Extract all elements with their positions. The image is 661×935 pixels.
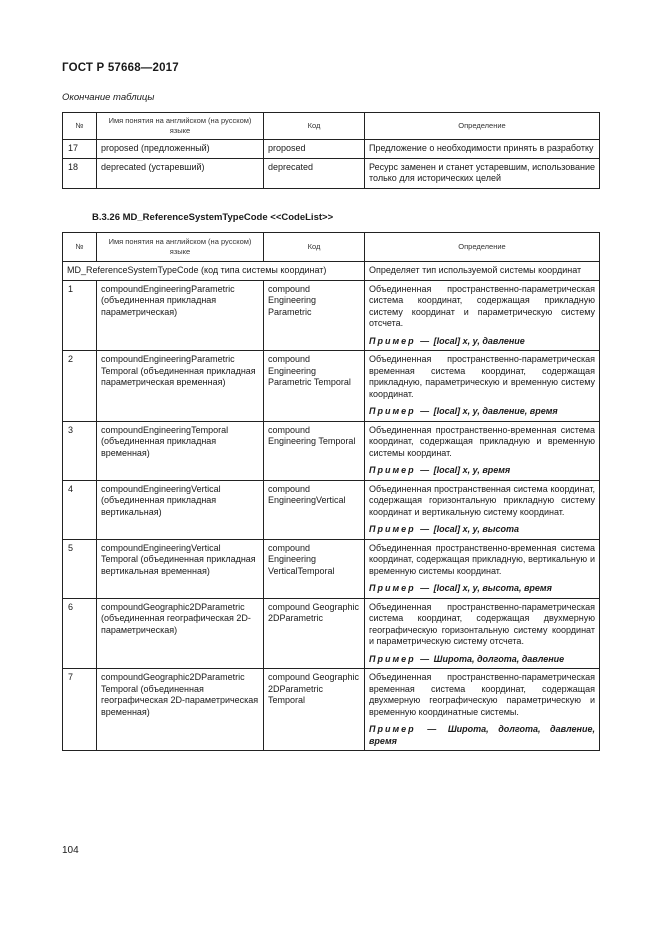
example-value: [local] x, y, давление (433, 335, 525, 346)
example-value: [local] x, y, давление, время (433, 406, 558, 416)
term-name-cell: compoundGeographic2DParametric Temporal (объединенная географическая 2D-параметрическая временная) (97, 669, 264, 751)
code-cell: compound EngineeringVertical (264, 480, 365, 539)
example-line (369, 724, 595, 747)
definition-cell: Предложение о необходимости принять в разработку (365, 140, 600, 159)
table-row (63, 140, 600, 159)
definition-cell (365, 539, 600, 598)
term-name-cell: compoundEngineeringVertical Temporal (объединенная прикладная вертикальная временная) (97, 539, 264, 598)
definition-text: Объединенная пространственно-параметрическая временная система координат, содержащая двухмерную географическую параметрическую и временную координатные системы. (369, 672, 595, 717)
code-cell: deprecated (264, 158, 365, 188)
column-header-name: Имя понятия на английском (на русском) языке (97, 233, 264, 262)
table-reference-system-type-code (62, 232, 600, 751)
table-status-codes-end (62, 112, 600, 189)
example-line (369, 465, 595, 477)
definition-text: Объединенная пространственно-параметрическая временная система координат, содержащая прикладную, параметрическую и временную систему координат. (369, 354, 595, 399)
code-cell: compound Geographic 2DParametric (264, 598, 365, 669)
table-row-codelist-name (63, 262, 600, 281)
definition-text: Объединенная пространственно-параметрическая система координат, содержащая двухмерную географическую горизонтальную систему координат и параметрическую систему отсчета. (369, 601, 595, 646)
term-name-cell: compoundGeographic2DParametric (объединенная географическая 2D-параметрическая) (97, 598, 264, 669)
definition-cell (365, 280, 600, 351)
row-number-cell: 5 (63, 539, 97, 598)
code-cell: compound Engineering Parametric Temporal (264, 351, 365, 422)
page-number: 104 (62, 845, 79, 856)
table-row (63, 669, 600, 751)
column-header-code: Код (264, 233, 365, 262)
table-row (63, 351, 600, 422)
table-header-row (63, 113, 600, 140)
column-header-number: № (63, 113, 97, 140)
example-value: [local] x, y, высота (433, 524, 519, 534)
term-name-cell: proposed (предложенный) (97, 140, 264, 159)
row-number-cell: 4 (63, 480, 97, 539)
term-name-cell: compoundEngineeringVertical (объединенная прикладная вертикальная) (97, 480, 264, 539)
column-header-definition: Определение (365, 113, 600, 140)
code-cell: compound Engineering Parametric (264, 280, 365, 351)
row-number-cell: 18 (63, 158, 97, 188)
column-header-code: Код (264, 113, 365, 140)
example-label: Пример — (369, 335, 432, 346)
column-header-number: № (63, 233, 97, 262)
column-header-name: Имя понятия на английском (на русском) языке (97, 113, 264, 140)
example-label: Пример — (369, 583, 432, 593)
column-header-definition: Определение (365, 233, 600, 262)
definition-cell (365, 421, 600, 480)
definition-cell (365, 351, 600, 422)
row-number-cell: 6 (63, 598, 97, 669)
example-label: Пример — (369, 406, 432, 416)
document-header: ГОСТ Р 57668—2017 (62, 62, 179, 74)
code-cell: compound Engineering Temporal (264, 421, 365, 480)
example-line (369, 583, 595, 595)
row-number-cell: 17 (63, 140, 97, 159)
example-line (369, 336, 595, 348)
row-number-cell: 2 (63, 351, 97, 422)
table-row (63, 158, 600, 188)
definition-text: Объединенная пространственная система координат, содержащая горизонтальную прикладную систему координат и вертикальную систему координат. (369, 483, 595, 517)
table-row (63, 280, 600, 351)
codelist-name-cell: MD_ReferenceSystemTypeCode (код типа системы координат) (63, 262, 365, 281)
table-continuation-caption: Окончание таблицы (62, 92, 155, 103)
definition-cell (365, 598, 600, 669)
section-title: B.3.26 MD_ReferenceSystemTypeCode <<CodeList>> (92, 212, 334, 223)
term-name-cell: compoundEngineeringParametric (объединенная прикладная параметрическая) (97, 280, 264, 351)
table-row (63, 421, 600, 480)
definition-text: Объединенная пространственно-параметрическая система координат, содержащая прикладную систему координат и параметрическую систему отсчета. (369, 283, 595, 328)
table-body (63, 262, 600, 751)
term-name-cell: deprecated (устаревший) (97, 158, 264, 188)
definition-text: Объединенная пространственно-временная система координат, содержащая прикладную и временную системы координат. (369, 424, 595, 458)
example-line (369, 524, 595, 536)
example-line (369, 654, 595, 666)
row-number-cell: 1 (63, 280, 97, 351)
term-name-cell: compoundEngineeringParametric Temporal (объединенная прикладная параметрическая временная) (97, 351, 264, 422)
code-cell: compound Geographic 2DParametric Temporal (264, 669, 365, 751)
term-name-cell: compoundEngineeringTemporal (объединенная прикладная временная) (97, 421, 264, 480)
table-row (63, 598, 600, 669)
example-label: Пример — (369, 724, 439, 734)
example-line (369, 406, 595, 418)
example-value: [local] x, y, высота, время (433, 583, 552, 593)
example-value: Широта, долгота, давление, время (369, 724, 595, 746)
row-number-cell: 3 (63, 421, 97, 480)
example-value: [local] x, y, время (433, 465, 511, 475)
definition-text: Объединенная пространственно-временная система координат, содержащая прикладную, вертикальную и временную системы координат. (369, 542, 595, 576)
example-label: Пример — (369, 524, 432, 534)
example-label: Пример — (369, 465, 432, 475)
table-row (63, 480, 600, 539)
table-header-row (63, 233, 600, 262)
table-row (63, 539, 600, 598)
example-label: Пример — (369, 653, 432, 664)
definition-cell (365, 669, 600, 751)
row-number-cell: 7 (63, 669, 97, 751)
definition-cell: Ресурс заменен и станет устаревшим, использование только для исторических целей (365, 158, 600, 188)
example-value: Широта, долгота, давление (433, 653, 565, 664)
definition-cell (365, 480, 600, 539)
code-cell: proposed (264, 140, 365, 159)
table-body (63, 140, 600, 189)
code-cell: compound Engineering VerticalTemporal (264, 539, 365, 598)
codelist-definition-cell: Определяет тип используемой системы координат (365, 262, 600, 281)
